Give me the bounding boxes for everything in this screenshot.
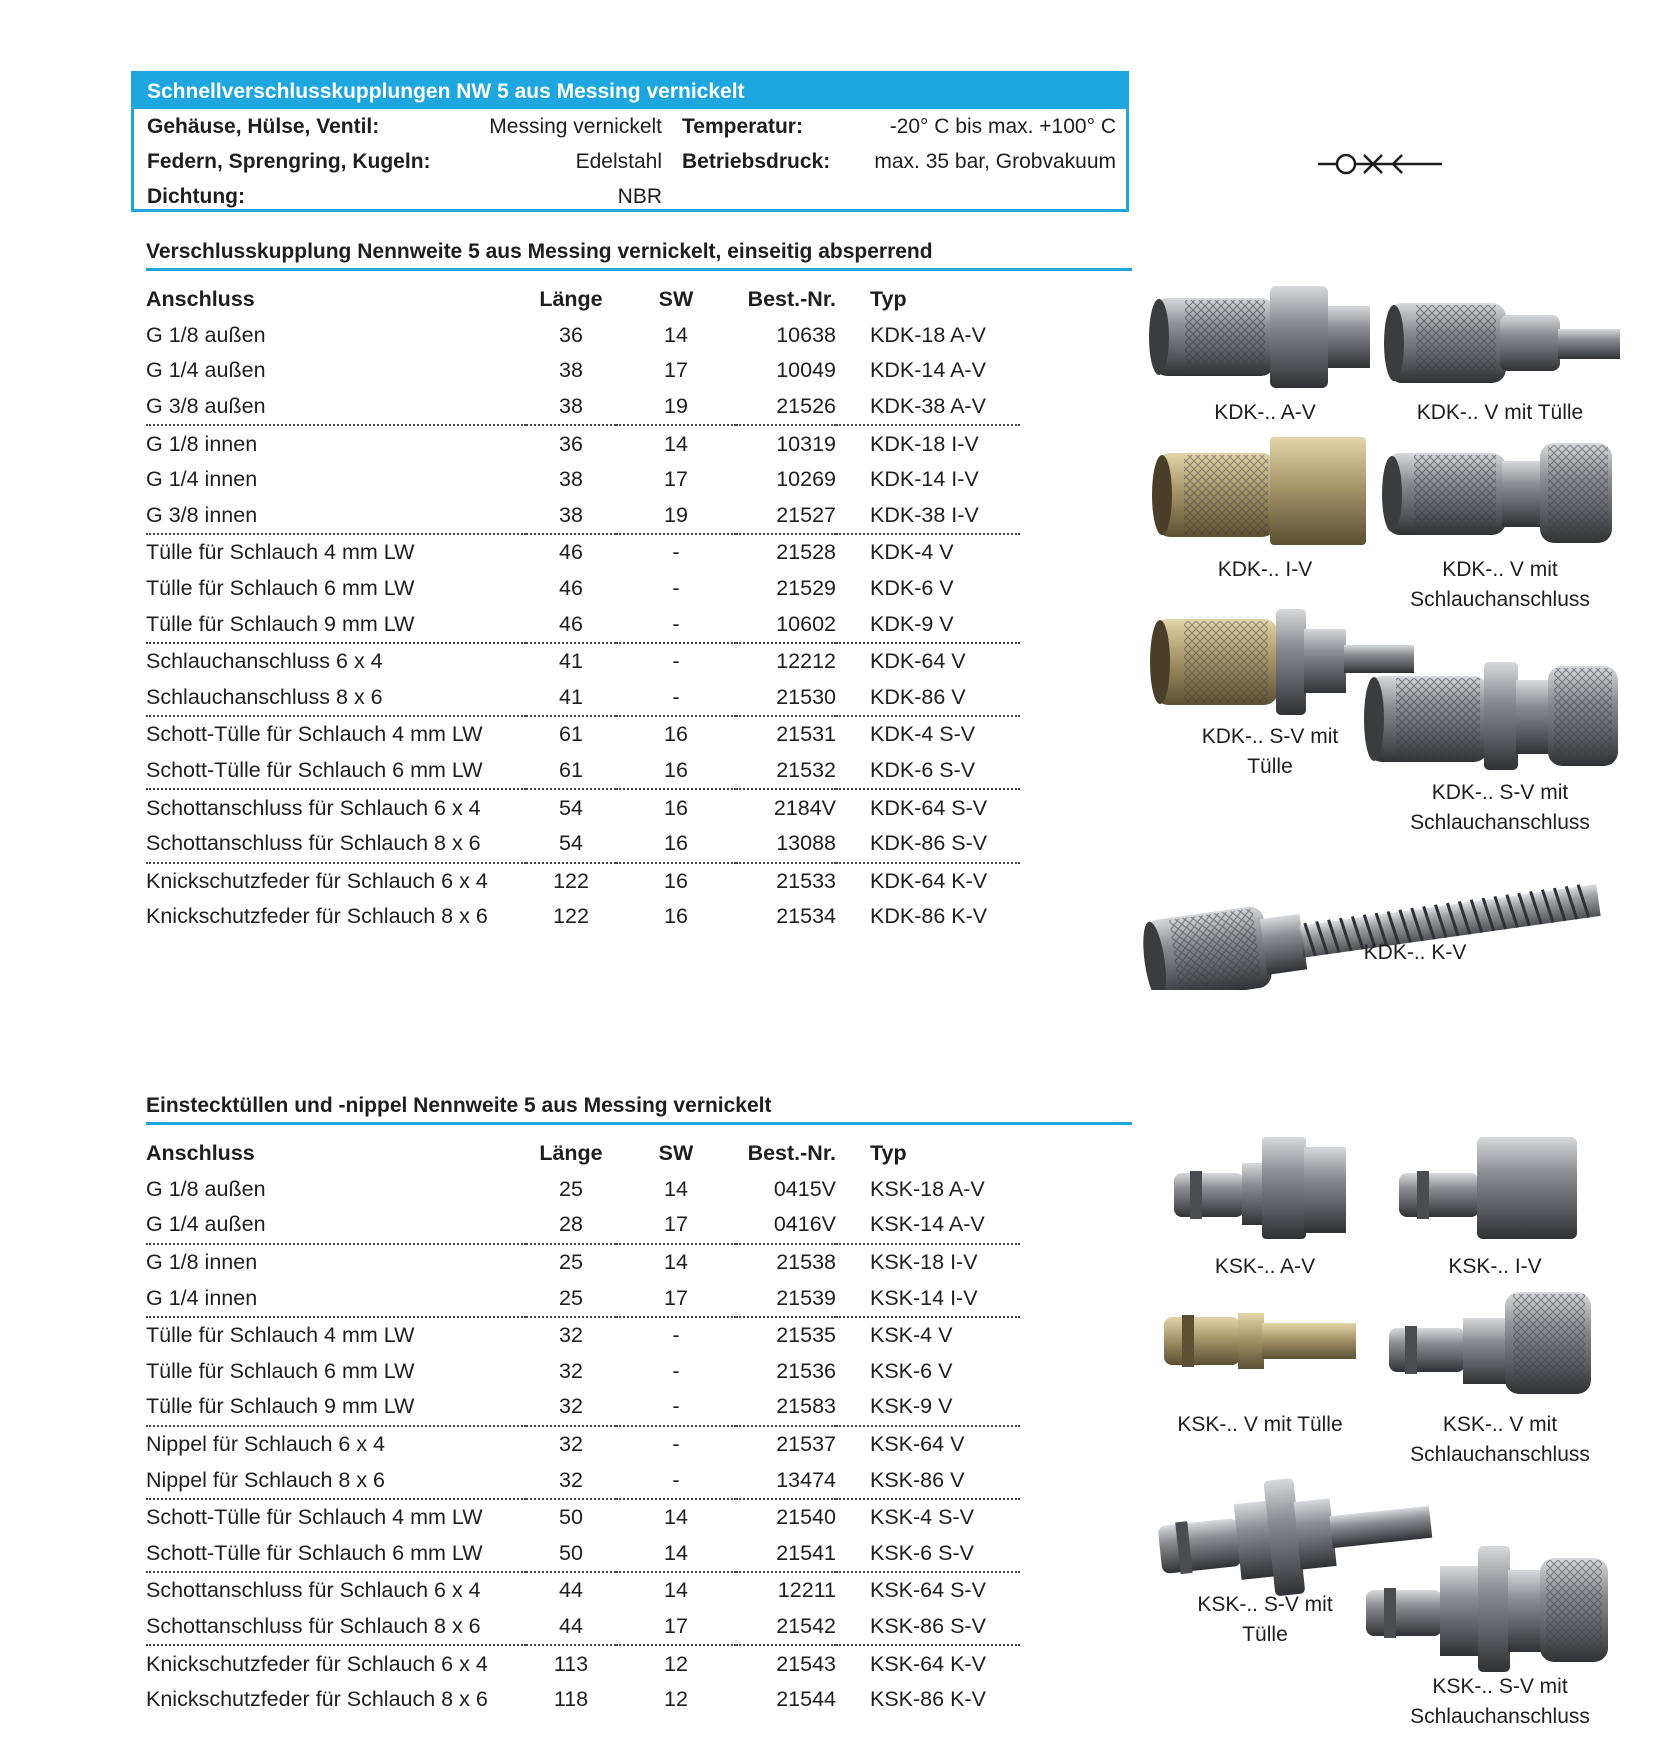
cell-sw: - [672,1323,680,1348]
cell-typ: KSK-14 A-V [836,1207,1020,1244]
cell-anschluss: G 1/8 innen [146,431,258,456]
cell-bestnr: 12211 [777,1578,836,1603]
photo-caption: KDK-.. V mit Schlauchanschluss [1410,558,1590,611]
cell-anschluss: Knickschutzfeder für Schlauch 8 x 6 [146,904,488,929]
cell-anschluss: Schottanschluss für Schlauch 6 x 4 [146,795,481,820]
cell-typ: KDK-18 I-V [870,431,979,456]
table-row [146,1280,1020,1317]
cell-typ: KSK-6 V [870,1358,953,1383]
cell-sw: 17 [616,1207,736,1244]
cell-typ: KSK-6 S-V [836,1536,1020,1573]
coupling-symbol-icon [1318,152,1442,176]
col-header-anschluss: Anschluss [146,1141,255,1166]
photo-caption: KSK-.. V mit Tülle [1177,1413,1343,1436]
ksk-sv-schlauchanschluss-photo [1362,1540,1612,1675]
cell-typ: KDK-6 V [870,576,954,601]
cell-bestnr: 21528 [776,540,836,565]
spec-value: -20° C bis max. +100° C [889,115,1116,138]
cell-anschluss: Tülle für Schlauch 4 mm LW [146,1323,415,1348]
cell-typ: KSK-4 S-V [870,1505,974,1530]
cell-bestnr: 21534 [776,904,836,929]
cell-bestnr: 21538 [776,1250,836,1275]
cell-laenge: 44 [559,1578,583,1603]
table-row [146,1172,1020,1208]
cell-bestnr: 0415V [773,1176,836,1201]
cell-sw: 17 [664,467,688,492]
cell-sw: - [672,649,680,674]
cell-anschluss: G 1/4 außen [146,358,266,383]
cell-sw: 19 [616,498,736,535]
cell-laenge: 28 [526,1207,616,1244]
cell-sw: 14 [664,1578,688,1603]
cell-sw: 17 [616,1280,736,1317]
kdk-v-schlauchanschluss-photo [1378,437,1618,552]
cell-typ: KSK-18 I-V [870,1250,978,1275]
cell-typ: KSK-64 S-V [870,1578,986,1603]
cell-typ: KDK-38 A-V [836,389,1020,426]
cell-typ: KSK-9 V [836,1389,1020,1426]
cell-laenge: 32 [526,1462,616,1499]
kdk-iv-photo [1150,433,1370,553]
cell-anschluss: Schottanschluss für Schlauch 6 x 4 [146,1578,481,1603]
cell-bestnr: 10269 [776,467,836,492]
cell-laenge: 50 [559,1505,583,1530]
table-row [146,680,1020,717]
cell-sw: 16 [664,795,688,820]
cell-bestnr: 21537 [776,1432,836,1457]
cell-laenge: 36 [559,322,583,347]
cell-sw: 16 [616,753,736,790]
cell-sw: - [616,1462,736,1499]
coupling-table [146,282,1020,935]
cell-sw: - [616,1389,736,1426]
cell-typ: KDK-86 K-V [870,904,988,929]
table-body [146,318,1020,935]
cell-anschluss: Schott-Tülle für Schlauch 4 mm LW [146,1505,483,1530]
col-header-sw: SW [658,287,694,312]
cell-typ: KDK-9 V [836,606,1020,643]
cell-laenge: 54 [559,795,583,820]
cell-anschluss: Schlauchanschluss 6 x 4 [146,649,383,674]
cell-sw: - [616,680,736,717]
table-row [146,498,1020,535]
cell-anschluss: Schott-Tülle für Schlauch 6 mm LW [146,1536,526,1573]
cell-laenge: 32 [559,1358,583,1383]
table-row [146,753,1020,790]
cell-bestnr: 13474 [736,1462,836,1499]
cell-laenge: 41 [559,649,583,674]
cell-anschluss: Schottanschluss für Schlauch 8 x 6 [146,1609,526,1646]
cell-laenge: 61 [559,722,583,747]
cell-bestnr: 21526 [736,389,836,426]
cell-anschluss: Tülle für Schlauch 6 mm LW [146,576,415,601]
cell-anschluss: Knickschutzfeder für Schlauch 6 x 4 [146,1651,488,1676]
cell-sw: - [672,1358,680,1383]
cell-sw: 14 [664,431,688,456]
table-row [146,1536,1020,1573]
table-row [146,462,1020,498]
table-row [146,425,1020,462]
cell-bestnr: 21541 [736,1536,836,1573]
cell-sw: - [672,1432,680,1457]
cell-typ: KDK-64 K-V [870,868,988,893]
cell-sw: 14 [664,1250,688,1275]
cell-bestnr: 2184V [773,795,836,820]
photo-caption: KSK-.. A-V [1214,1255,1316,1278]
cell-anschluss: Schlauchanschluss 8 x 6 [146,680,526,717]
ksk-v-schlauchanschluss-photo [1385,1288,1595,1398]
spec-key: Betriebsdruck: [682,150,831,173]
kdk-av-photo [1145,278,1375,393]
cell-typ: KSK-86 K-V [870,1687,986,1712]
spec-title: Schnellverschlusskupplungen NW 5 aus Messing vernickelt [134,74,1126,109]
cell-sw: 17 [664,358,688,383]
table-row [146,1354,1020,1390]
cell-sw: 16 [664,868,688,893]
cell-bestnr: 10319 [776,431,836,456]
cell-anschluss: G 1/8 außen [146,322,266,347]
cell-laenge: 25 [559,1176,583,1201]
cell-bestnr: 21530 [736,680,836,717]
cell-anschluss: Nippel für Schlauch 8 x 6 [146,1462,526,1499]
table-header-row [146,282,1020,318]
col-header-bestnr: Best.-Nr. [747,287,836,312]
cell-laenge: 25 [559,1250,583,1275]
photo-caption: KDK-.. A-V [1214,401,1316,424]
spec-value: NBR [617,185,662,208]
section-title: Verschlusskupplung Nennweite 5 aus Messing vernickelt, einseitig absperrend [146,240,1132,271]
cell-typ: KSK-4 V [870,1323,953,1348]
cell-laenge: 25 [526,1280,616,1317]
cell-typ: KDK-86 V [836,680,1020,717]
cell-bestnr: 10638 [776,322,836,347]
spec-key: Temperatur: [682,115,803,138]
photo-caption: KSK-.. S-V mit Tülle [1197,1593,1333,1646]
cell-sw: 14 [664,1176,688,1201]
table-row [146,1462,1020,1499]
table-row [146,1244,1020,1281]
cell-laenge: 54 [526,826,616,863]
col-header-typ: Typ [870,287,907,312]
cell-anschluss: Tülle für Schlauch 4 mm LW [146,540,415,565]
cell-laenge: 113 [553,1651,589,1676]
table-row [146,1609,1020,1646]
cell-sw: - [616,606,736,643]
table-row [146,643,1020,680]
col-header-anschluss: Anschluss [146,287,255,312]
cell-laenge: 46 [559,540,583,565]
table-row [146,318,1020,354]
spec-value: Messing vernickelt [489,115,662,138]
col-header-sw: SW [658,1141,694,1166]
cell-sw: - [672,576,680,601]
cell-sw: 14 [664,1505,688,1530]
spec-row [134,109,1126,144]
cell-bestnr: 21536 [776,1358,836,1383]
table-row [146,1572,1020,1609]
cell-laenge: 32 [526,1389,616,1426]
spec-row [134,179,1126,214]
photo-caption: KSK-.. V mit Schlauchanschluss [1410,1413,1590,1466]
cell-typ: KDK-64 V [870,649,966,674]
table-row [146,606,1020,643]
table-row [146,1317,1020,1354]
table-row [146,389,1020,426]
cell-bestnr: 21532 [736,753,836,790]
photo-caption: KSK-.. S-V mit Schlauchanschluss [1410,1675,1590,1728]
cell-bestnr: 21531 [776,722,836,747]
cell-bestnr: 12212 [776,649,836,674]
cell-bestnr: 21533 [776,868,836,893]
photo-caption: KDK-.. I-V [1217,558,1313,581]
cell-sw: 12 [664,1687,688,1712]
cell-sw: 16 [616,826,736,863]
cell-sw: 19 [616,389,736,426]
spec-key: Dichtung: [147,185,245,208]
cell-laenge: 32 [559,1323,583,1348]
table-row [146,899,1020,935]
spec-key: Federn, Sprengring, Kugeln: [147,150,431,173]
col-header-bestnr: Best.-Nr. [747,1141,836,1166]
cell-sw: 12 [664,1651,688,1676]
cell-bestnr: 21543 [776,1651,836,1676]
table-row [146,1499,1020,1536]
cell-typ: KSK-18 A-V [870,1176,985,1201]
spec-row [134,144,1126,179]
cell-anschluss: G 1/4 innen [146,1280,526,1317]
cell-typ: KDK-4 V [870,540,954,565]
cell-typ: KSK-14 I-V [836,1280,1020,1317]
cell-laenge: 122 [553,904,589,929]
cell-bestnr: 21544 [776,1687,836,1712]
cell-laenge: 44 [526,1609,616,1646]
table-row [146,353,1020,389]
cell-bestnr: 21542 [736,1609,836,1646]
cell-laenge: 50 [526,1536,616,1573]
cell-typ: KDK-14 I-V [870,467,979,492]
cell-typ: KDK-14 A-V [870,358,986,383]
cell-anschluss: Schott-Tülle für Schlauch 4 mm LW [146,722,483,747]
table-row [146,826,1020,863]
cell-typ: KSK-64 V [870,1432,965,1457]
cell-sw: 14 [664,322,688,347]
cell-laenge: 38 [526,389,616,426]
kdk-sv-schlauchanschluss-photo [1362,658,1622,778]
table-row [146,1426,1020,1463]
cell-laenge: 38 [526,498,616,535]
cell-typ: KDK-18 A-V [870,322,986,347]
cell-anschluss: Nippel für Schlauch 6 x 4 [146,1432,386,1457]
cell-typ: KDK-6 S-V [836,753,1020,790]
col-header-laenge: Länge [539,1141,603,1166]
ksk-av-photo [1170,1133,1350,1243]
nipple-table [146,1136,1020,1718]
photo-caption: KDK-.. S-V mit Tülle [1201,725,1339,778]
cell-sw: - [672,540,680,565]
cell-sw: 14 [616,1536,736,1573]
table-row [146,534,1020,571]
spec-value: max. 35 bar, Grobvakuum [874,150,1116,173]
cell-typ: KDK-38 I-V [836,498,1020,535]
col-header-typ: Typ [870,1141,907,1166]
cell-typ: KDK-64 S-V [870,795,988,820]
cell-anschluss: G 1/8 innen [146,1250,258,1275]
table-row [146,571,1020,607]
col-header-laenge: Länge [539,287,603,312]
cell-anschluss: G 1/4 außen [146,1207,526,1244]
cell-laenge: 118 [553,1687,589,1712]
spec-key: Gehäuse, Hülse, Ventil: [147,115,380,138]
cell-bestnr: 21529 [776,576,836,601]
kdk-kv-photo [1135,850,1605,990]
table-row [146,789,1020,826]
photo-caption: KDK-.. V mit Tülle [1416,401,1584,424]
table-row [146,1389,1020,1426]
table-body [146,1172,1020,1718]
cell-bestnr: 21540 [776,1505,836,1530]
table-row [146,1207,1020,1244]
cell-laenge: 32 [559,1432,583,1457]
cell-laenge: 36 [559,431,583,456]
cell-anschluss: Tülle für Schlauch 9 mm LW [146,1389,526,1426]
cell-laenge: 38 [559,467,583,492]
kdk-v-tuelle-photo [1380,293,1625,393]
photo-caption: KDK-.. S-V mit Schlauchanschluss [1410,781,1590,834]
spec-box [131,71,1129,212]
cell-laenge: 38 [559,358,583,383]
cell-typ: KSK-64 K-V [870,1651,986,1676]
cell-bestnr: 10602 [736,606,836,643]
table-row [146,1645,1020,1682]
cell-bestnr: 13088 [736,826,836,863]
cell-typ: KSK-86 S-V [836,1609,1020,1646]
cell-anschluss: Schott-Tülle für Schlauch 6 mm LW [146,753,526,790]
cell-bestnr: 21583 [736,1389,836,1426]
ksk-v-tuelle-photo [1160,1303,1360,1378]
cell-anschluss: Schottanschluss für Schlauch 8 x 6 [146,826,526,863]
table-row [146,863,1020,900]
cell-bestnr: 21527 [736,498,836,535]
cell-typ: KDK-4 S-V [870,722,976,747]
cell-sw: 16 [664,722,688,747]
cell-anschluss: Knickschutzfeder für Schlauch 6 x 4 [146,868,488,893]
cell-typ: KSK-86 V [836,1462,1020,1499]
cell-bestnr: 10049 [776,358,836,383]
table-row [146,1682,1020,1718]
table-row [146,716,1020,753]
cell-bestnr: 21539 [736,1280,836,1317]
ksk-iv-photo [1395,1133,1585,1243]
cell-bestnr: 21535 [776,1323,836,1348]
cell-anschluss: G 3/8 innen [146,498,526,535]
cell-typ: KDK-86 S-V [836,826,1020,863]
cell-laenge: 122 [553,868,589,893]
spec-value: Edelstahl [575,150,662,173]
table-header-row [146,1136,1020,1172]
cell-sw: 17 [616,1609,736,1646]
photo-caption: KDK-.. K-V [1363,941,1467,964]
cell-anschluss: G 1/8 außen [146,1176,266,1201]
cell-anschluss: Knickschutzfeder für Schlauch 8 x 6 [146,1687,488,1712]
cell-bestnr: 0416V [736,1207,836,1244]
cell-laenge: 61 [526,753,616,790]
cell-anschluss: Tülle für Schlauch 9 mm LW [146,606,526,643]
cell-sw: 16 [664,904,688,929]
cell-anschluss: G 1/4 innen [146,467,258,492]
section-title: Einstecktüllen und -nippel Nennweite 5 aus Messing vernickelt [146,1094,1132,1125]
cell-anschluss: Tülle für Schlauch 6 mm LW [146,1358,415,1383]
cell-anschluss: G 3/8 außen [146,389,526,426]
photo-caption: KSK-.. I-V [1448,1255,1542,1278]
cell-laenge: 41 [526,680,616,717]
cell-laenge: 46 [559,576,583,601]
cell-laenge: 46 [526,606,616,643]
